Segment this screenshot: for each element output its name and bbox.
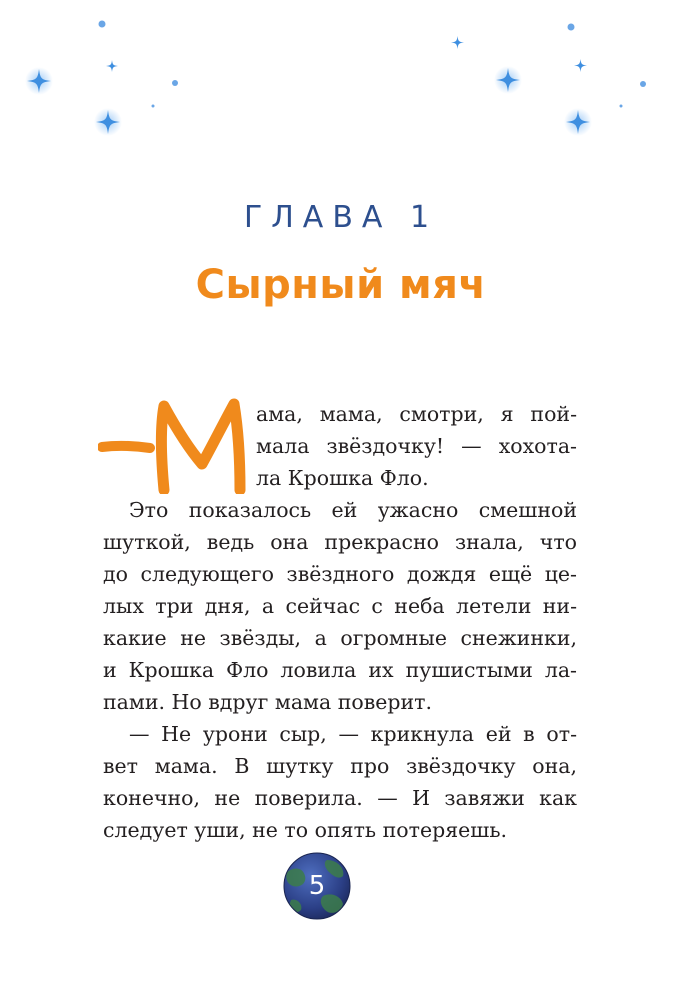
star-dot bbox=[152, 105, 155, 108]
star-dot bbox=[640, 81, 646, 87]
text-line: следует уши, не то опять потеряешь. bbox=[103, 818, 507, 842]
star-icon bbox=[564, 108, 592, 136]
star-icon bbox=[451, 36, 464, 49]
page-number-globe bbox=[283, 852, 351, 920]
text-line: лых три дня, а сейчас с неба летели ни- bbox=[103, 594, 577, 618]
text-line: вет мама. В шутку про звёздочку она, bbox=[103, 754, 577, 778]
star-icon bbox=[106, 60, 118, 72]
chapter-label: ГЛАВА 1 bbox=[243, 200, 439, 235]
star-icon bbox=[574, 59, 587, 72]
drop-cap bbox=[98, 398, 248, 494]
star-dot bbox=[620, 105, 623, 108]
paragraph-2 bbox=[103, 494, 577, 718]
text-line: конечно, не поверила. — И завяжи как bbox=[103, 786, 577, 810]
star-dot bbox=[99, 21, 106, 28]
star-icon bbox=[25, 67, 53, 95]
text-line: — Не урони сыр, — крикнула ей в от- bbox=[129, 722, 577, 746]
text-line: ла Крошка Фло. bbox=[256, 466, 429, 490]
text-line: Это показалось ей ужасно смешной bbox=[129, 498, 577, 522]
text-line: ама, мама, смотри, я пой- bbox=[256, 402, 577, 426]
page-number: 5 bbox=[308, 871, 326, 901]
text-line: и Крошка Фло ловила их пушистыми ла- bbox=[103, 658, 577, 682]
star-icon bbox=[94, 108, 122, 136]
star-dot bbox=[568, 24, 575, 31]
text-line: какие не звёзды, а огромные снежинки, bbox=[103, 626, 577, 650]
text-line: шуткой, ведь она прекрасно знала, что bbox=[103, 530, 577, 554]
text-line: до следующего звёздного дождя ещё це- bbox=[103, 562, 577, 586]
paragraph-1 bbox=[256, 398, 577, 494]
chapter-title: Сырный мяч bbox=[195, 262, 487, 308]
decorative-stars bbox=[0, 0, 682, 160]
text-line: пами. Но вдруг мама поверит. bbox=[103, 690, 433, 714]
text-line: мала звёздочку! — хохота- bbox=[256, 434, 577, 458]
star-icon bbox=[494, 66, 522, 94]
paragraph-3 bbox=[103, 718, 577, 846]
star-dot bbox=[172, 80, 178, 86]
